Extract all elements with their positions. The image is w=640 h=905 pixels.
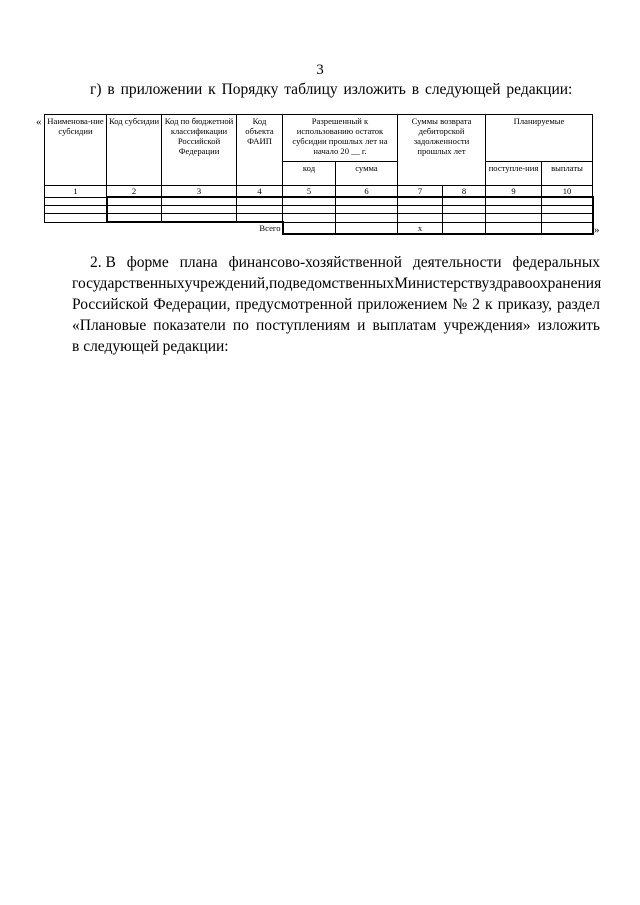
word: деятельности — [412, 254, 502, 271]
table-cell — [336, 214, 398, 223]
paragraph-line — [72, 273, 600, 294]
table-cell — [398, 214, 443, 223]
word: раздел — [557, 296, 600, 313]
table-cell — [486, 222, 542, 234]
word: по — [232, 317, 249, 334]
subheader-receipts: поступле-ния — [486, 162, 542, 186]
word: приказу, — [497, 296, 552, 313]
word: № — [452, 296, 468, 313]
column-number-row — [45, 186, 593, 198]
table-cell — [542, 197, 593, 206]
table-cell — [107, 206, 162, 214]
header-faip-object-code: Код объекта ФАИП — [237, 115, 283, 186]
table-cell — [443, 214, 486, 223]
word: «Плановые — [72, 317, 147, 334]
table-cell — [398, 206, 443, 214]
table-cell — [542, 206, 593, 214]
word: 2 — [472, 296, 481, 313]
word: государственных — [72, 275, 185, 292]
word: здравоохранения — [489, 275, 602, 292]
paragraph-line — [72, 315, 600, 336]
word: учреждения» — [443, 317, 531, 334]
table-cell — [336, 197, 398, 206]
word: Федерации, — [153, 296, 231, 313]
table-cell — [486, 214, 542, 223]
table-row — [45, 197, 593, 206]
table-row — [45, 214, 593, 223]
word: выплатам — [372, 317, 437, 334]
column-number: 5 — [283, 186, 336, 198]
word: федеральных — [512, 254, 600, 271]
word: форме — [126, 254, 169, 271]
subheader-payments: выплаты — [542, 162, 593, 186]
page-number: 3 — [316, 62, 324, 78]
table-cell — [107, 214, 162, 223]
table-cell — [162, 214, 237, 223]
column-number: 10 — [542, 186, 593, 198]
word: изложить — [537, 317, 600, 334]
word: Российской — [72, 296, 149, 313]
column-number: 9 — [486, 186, 542, 198]
word: подведомственных — [269, 275, 395, 292]
table-cell — [45, 206, 107, 214]
header-subsidy-code: Код субсидии — [107, 115, 162, 186]
word: 2. В — [90, 254, 116, 271]
header-budget-classification-code: Код по бюджетной классификации Российской Федерации — [162, 115, 237, 186]
header-allowed-remainder: Разрешенный к использованию остаток субсидии прошлых лет на начало 20 __ г. — [283, 115, 398, 162]
table-cell — [542, 222, 593, 234]
word: финансово-хозяйственной — [228, 254, 402, 271]
column-number: 3 — [162, 186, 237, 198]
table-cell — [237, 214, 283, 223]
table-cell — [162, 206, 237, 214]
table-cell — [283, 206, 336, 214]
table-cell — [336, 222, 398, 234]
word: учреждений, — [184, 275, 270, 292]
column-number: 7 — [398, 186, 443, 198]
word: поступлениям — [255, 317, 351, 334]
header-subsidy-name: Наименова-ние субсидии — [45, 115, 107, 186]
word: к — [485, 296, 493, 313]
word: и — [357, 317, 366, 334]
table-cell — [45, 197, 107, 206]
table-cell — [443, 206, 486, 214]
paragraph-2 — [72, 252, 600, 357]
closing-quote: » — [594, 224, 600, 236]
table-cell — [443, 197, 486, 206]
table-cell — [336, 206, 398, 214]
column-number: 2 — [107, 186, 162, 198]
opening-quote: « — [36, 116, 42, 128]
word: приложением — [357, 296, 448, 313]
paragraph-line — [72, 294, 600, 315]
order-table — [44, 114, 594, 235]
table-cell — [398, 197, 443, 206]
column-number: 8 — [443, 186, 486, 198]
total-row — [45, 222, 593, 234]
table-row — [45, 206, 593, 214]
total-code-mark: x — [398, 222, 443, 234]
subheader-sum: сумма — [336, 162, 398, 186]
word: плана — [179, 254, 218, 271]
paragraph-last-line: в следующей редакции: — [72, 338, 229, 355]
column-number: 1 — [45, 186, 107, 198]
word: Министерству — [394, 275, 490, 292]
table-cell — [283, 222, 336, 234]
table-cell — [486, 206, 542, 214]
table-cell — [486, 197, 542, 206]
paragraph-line — [72, 252, 600, 273]
column-number: 4 — [237, 186, 283, 198]
header-planned: Планируемые — [486, 115, 593, 162]
subheader-code: код — [283, 162, 336, 186]
subpoint-heading: г) в приложении к Порядку таблицу изложить в следующей редакции: — [90, 81, 573, 98]
table-cell — [443, 222, 486, 234]
table-cell — [237, 197, 283, 206]
column-number: 6 — [336, 186, 398, 198]
word: показатели — [153, 317, 226, 334]
table-cell — [283, 214, 336, 223]
table-cell — [107, 197, 162, 206]
total-label: Всего — [259, 223, 281, 233]
word: предусмотренной — [235, 296, 353, 313]
table-cell — [542, 214, 593, 223]
header-refund-sums: Суммы возврата дебиторской задолженности прошлых лет — [398, 115, 486, 186]
table-cell — [45, 214, 107, 223]
table-cell — [283, 197, 336, 206]
table-cell — [237, 206, 283, 214]
table-cell — [162, 197, 237, 206]
